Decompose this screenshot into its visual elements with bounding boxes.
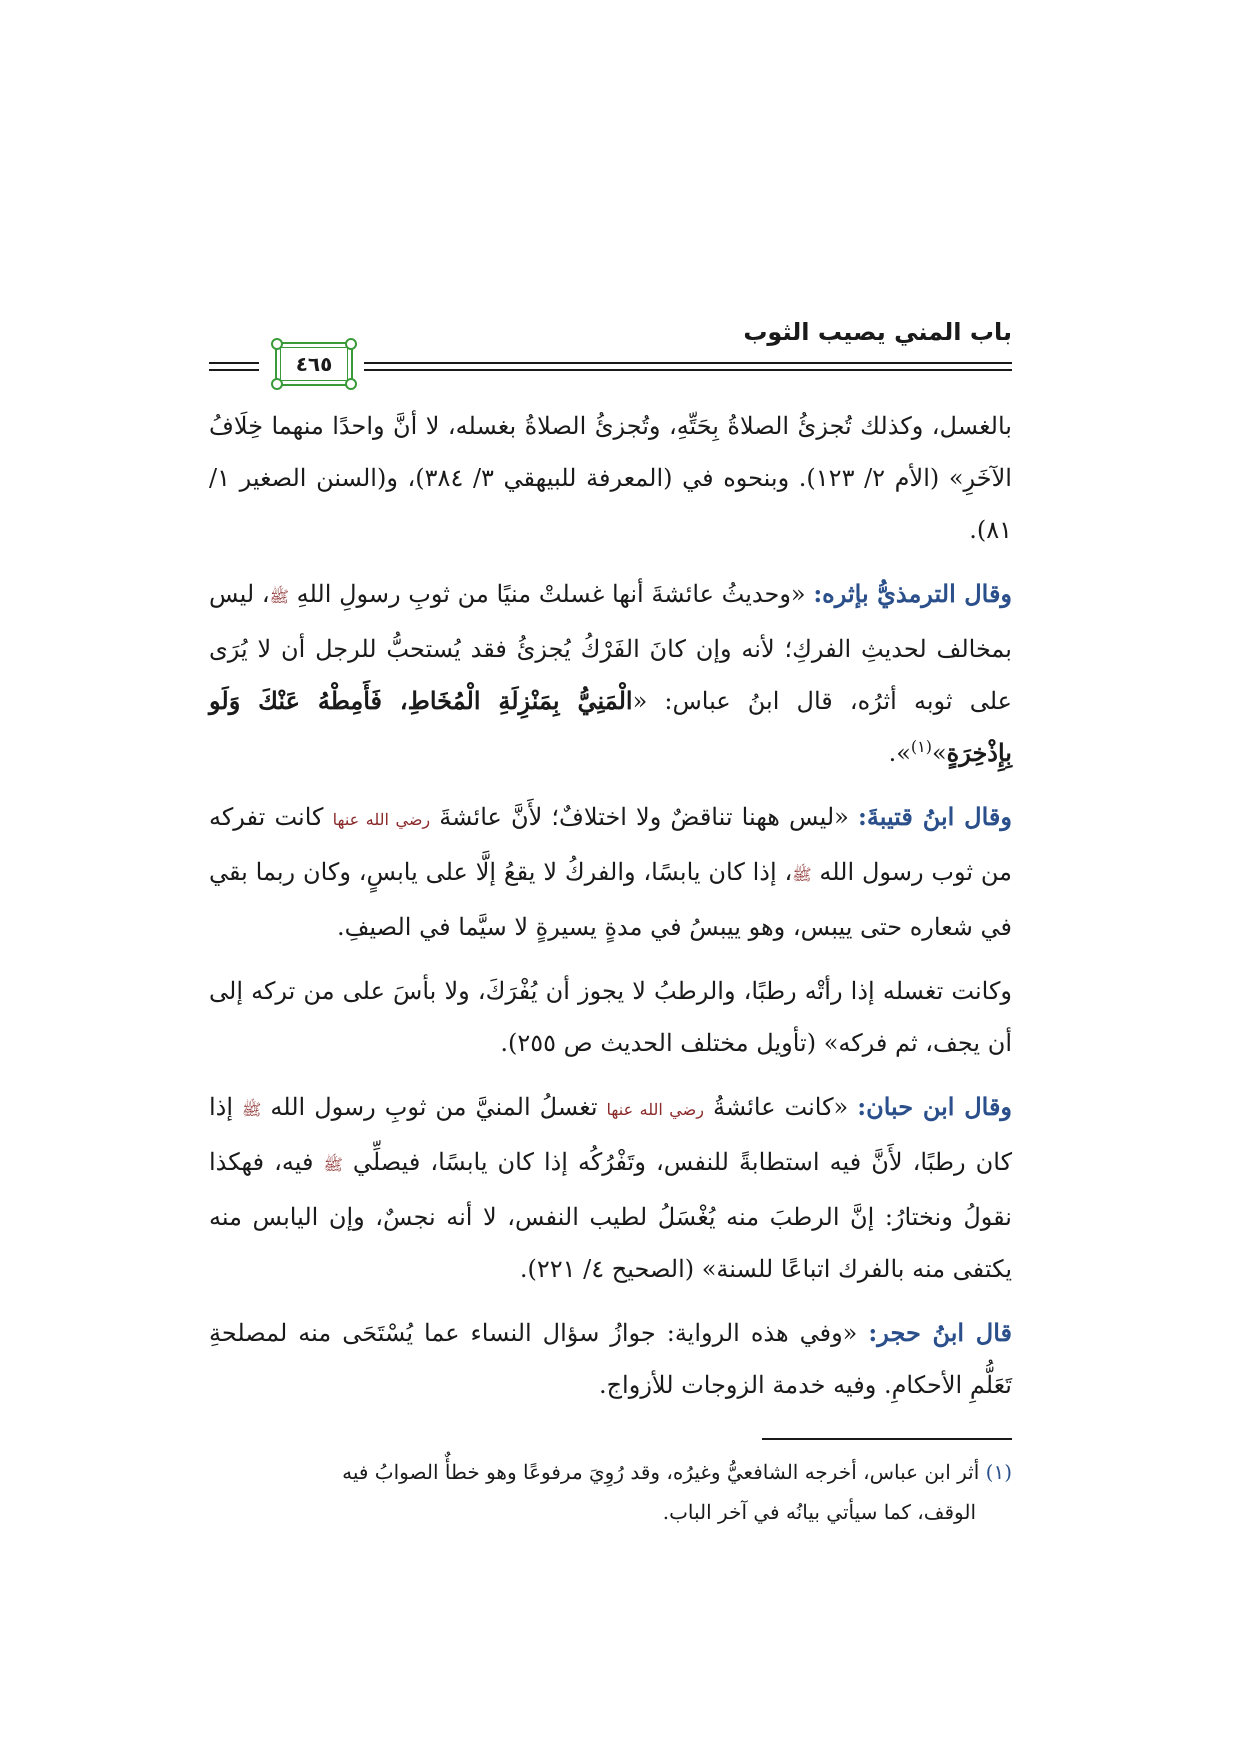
honorific-glyph: ﷺ [269, 587, 289, 606]
paragraph [209, 965, 1012, 1069]
main-text [209, 400, 1012, 1423]
header-rule [209, 362, 259, 364]
footnote-number: (١) [985, 1460, 1012, 1484]
honorific-glyph: ﷺ [242, 1100, 262, 1119]
frame-ornament-icon [271, 378, 283, 390]
footnote-separator [762, 1438, 1012, 1440]
header-rule [364, 362, 1012, 364]
frame-ornament-icon [271, 338, 283, 350]
paragraph-text: ». [888, 739, 911, 767]
paragraph [209, 1307, 1012, 1411]
paragraph-text: إذا كان رطبًا، لأَنَّ فيه استطابةً للنفس، وتَفْرُكُه إذا كان يابسًا، فيصلِّي [209, 1093, 1012, 1176]
paragraph-text: ، ليس بمخالف لحديثِ الفركِ؛ لأنه وإن كانَ الفَرْكُ يُجزئُ فقد يُستحبُّ للرجل أن لا يُرَى على ثوبه أثرُه، قال ابنُ عباس: « [209, 580, 1013, 715]
paragraph-text: فيه، فهكذا نقولُ ونختارُ: إنَّ الرطبَ منه يُغْسَلُ لطيب النفس، لا أنه نجسٌ، وإن اليابس منه يكتفى منه بالفرك اتباعًا للسنة» (الصحيح ٤/ ٢٢١). [209, 1148, 1012, 1283]
paragraph-text: » [931, 739, 947, 767]
speaker-lead: وقال الترمذيُّ بإثره: [813, 579, 1013, 608]
paragraph-text: ، إذا كان يابسًا، والفركُ لا يقعُ إلَّا على يابسٍ، وكان ربما بقي في شعاره حتى ييبس، وهو ييبسُ في مدةٍ يسيرةٍ لا سيَّما في الصيفِ. [209, 858, 1012, 941]
paragraph-text: بالغسل، وكذلك تُجزئُ الصلاةُ بِحَتِّهِ، وتُجزئُ الصلاةُ بغسله، لا أنَّ واحدًا منهما خِلَافُ الآخَرِ» (الأم ٢/ ١٢٣). وبنحوه في (المعرفة للبيهقي ٣/ ٣٨٤)، و(السنن الصغير ١/ ٨١). [209, 412, 1012, 544]
frame-ornament-icon [345, 338, 357, 350]
paragraph-text: وكانت تغسله إذا رأتْه رطبًا، والرطبُ لا يجوز أن يُفْرَكَ، ولا بأسَ على من تركه إلى أن يجف، ثم فركه» (تأويل مختلف الحديث ص ٢٥٥). [209, 977, 1012, 1057]
honorific-glyph: رضي الله عنها [606, 1100, 704, 1119]
quoted-saying: الْمَنِيُّ بِمَنْزِلَةِ الْمُخَاطِ، فَأَمِطْهُ عَنْكَ وَلَو بِإِذْخِرَةٍ [209, 686, 1012, 767]
page-header [209, 318, 1012, 388]
footnote-text: الوقف، كما سيأتي بيانُه في آخر الباب. [662, 1500, 976, 1524]
paragraph-text: «كانت عائشةُ [703, 1093, 858, 1121]
footnote-reference[interactable]: (١) [910, 737, 932, 756]
header-rule [209, 369, 259, 371]
page-number-frame [275, 342, 353, 386]
paragraph [209, 1081, 1012, 1295]
paragraph-text: «وحديثُ عائشةَ أنها غسلتْ منيًا من ثوبِ رسولِ اللهِ [288, 580, 814, 608]
paragraph [209, 400, 1012, 556]
speaker-lead: وقال ابنُ قتيبةَ: [857, 802, 1012, 831]
paragraph-text: «ليس ههنا تناقضٌ ولا اختلافٌ؛ لأَنَّ عائشةَ [430, 803, 858, 831]
paragraph [209, 791, 1012, 953]
footnote [209, 1452, 1012, 1492]
page-number: ٤٦٥ [295, 352, 333, 376]
chapter-title: باب المني يصيب الثوب [743, 318, 1012, 346]
footnotes [209, 1452, 1012, 1532]
honorific-glyph: رضي الله عنها [332, 810, 431, 829]
frame-ornament-icon [345, 378, 357, 390]
paragraph-text: «وفي هذه الرواية: جوازُ سؤال النساء عما يُسْتَحَى منه لمصلحةِ تَعَلُّمِ الأحكامِ. وفيه خدمة الزوجات للأزواج. [209, 1319, 1012, 1399]
speaker-lead: قال ابنُ حجر: [868, 1318, 1013, 1347]
header-rule [364, 369, 1012, 371]
paragraph-text: كانت تفركه من ثوب رسول الله [209, 803, 1012, 886]
paragraph-text: تغسلُ المنيَّ من ثوبِ رسول الله [261, 1093, 607, 1121]
honorific-glyph: ﷺ [792, 865, 812, 884]
honorific-glyph: ﷺ [323, 1155, 343, 1174]
speaker-lead: وقال ابن حبان: [857, 1092, 1013, 1121]
paragraph [209, 568, 1012, 779]
footnote-text: أثر ابن عباس، أخرجه الشافعيُّ وغيرُه، وقد رُوِيَ مرفوعًا وهو خطأٌ الصوابُ فيه [342, 1460, 986, 1484]
